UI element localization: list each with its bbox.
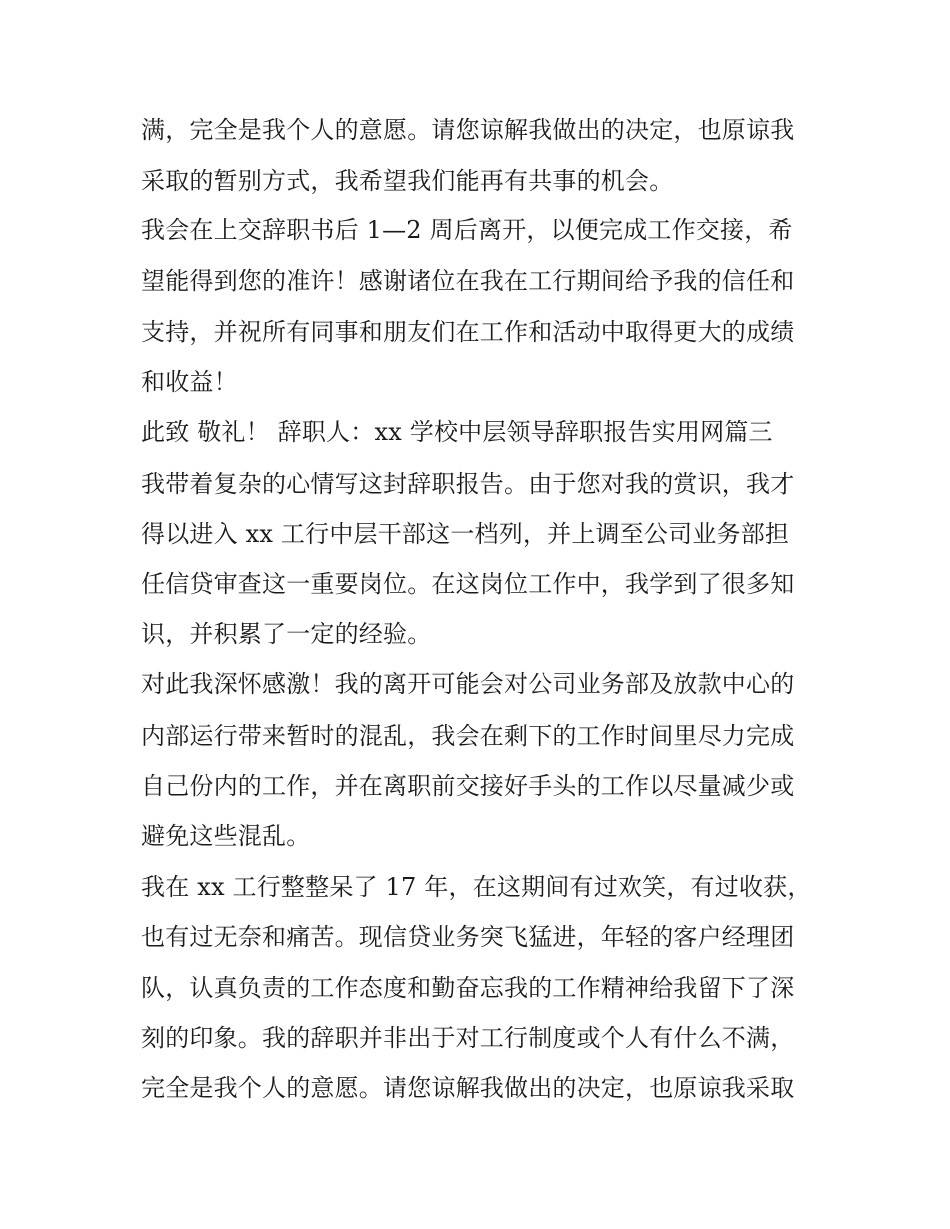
- text-line: 识，并积累了一定的经验。: [141, 620, 432, 648]
- text-line: 采取的暂别方式，我希望我们能再有共事的机会。: [141, 167, 674, 195]
- text-line: 望能得到您的准许！感谢诸位在我在工行期间给予我的信任和: [141, 267, 795, 295]
- text-line: 避免这些混乱。: [141, 822, 311, 850]
- text-line: 我在 xx 工行整整呆了 17 年，在这期间有过欢笑，有过收获，: [141, 873, 812, 901]
- text-line: 自己份内的工作，并在离职前交接好手头的工作以尽量减少或: [141, 772, 795, 800]
- text-line: 内部运行带来暂时的混乱，我会在剩下的工作时间里尽力完成: [141, 722, 795, 750]
- text-line: 完全是我个人的意愿。请您谅解我做出的决定，也原谅我采取: [141, 1074, 795, 1102]
- text-line: 刻的印象。我的辞职并非出于对工行制度或个人有什么不满，: [141, 1024, 795, 1052]
- text-line: 任信贷审查这一重要岗位。在这岗位工作中，我学到了很多知: [141, 570, 795, 598]
- text-line: 队，认真负责的工作态度和勤奋忘我的工作精神给我留下了深: [141, 974, 795, 1002]
- text-line: 我会在上交辞职书后 1—2 周后离开，以便完成工作交接，希: [141, 216, 793, 244]
- text-line: 支持，并祝所有同事和朋友们在工作和活动中取得更大的成绩: [141, 318, 795, 346]
- text-line: 我带着复杂的心情写这封辞职报告。由于您对我的赏识，我才: [141, 470, 795, 498]
- text-line: 也有过无奈和痛苦。现信贷业务突飞猛进，年轻的客户经理团: [141, 923, 795, 951]
- text-line: 和收益！: [141, 368, 238, 396]
- text-line: 满，完全是我个人的意愿。请您谅解我做出的决定，也原谅我: [141, 116, 795, 144]
- text-line: 得以进入 xx 工行中层干部这一档列，并上调至公司业务部担: [141, 520, 790, 548]
- text-line: 对此我深怀感激！我的离开可能会对公司业务部及放款中心的: [141, 670, 795, 698]
- text-line: 此致 敬礼！ 辞职人：xx 学校中层领导辞职报告实用网篇三: [141, 418, 773, 446]
